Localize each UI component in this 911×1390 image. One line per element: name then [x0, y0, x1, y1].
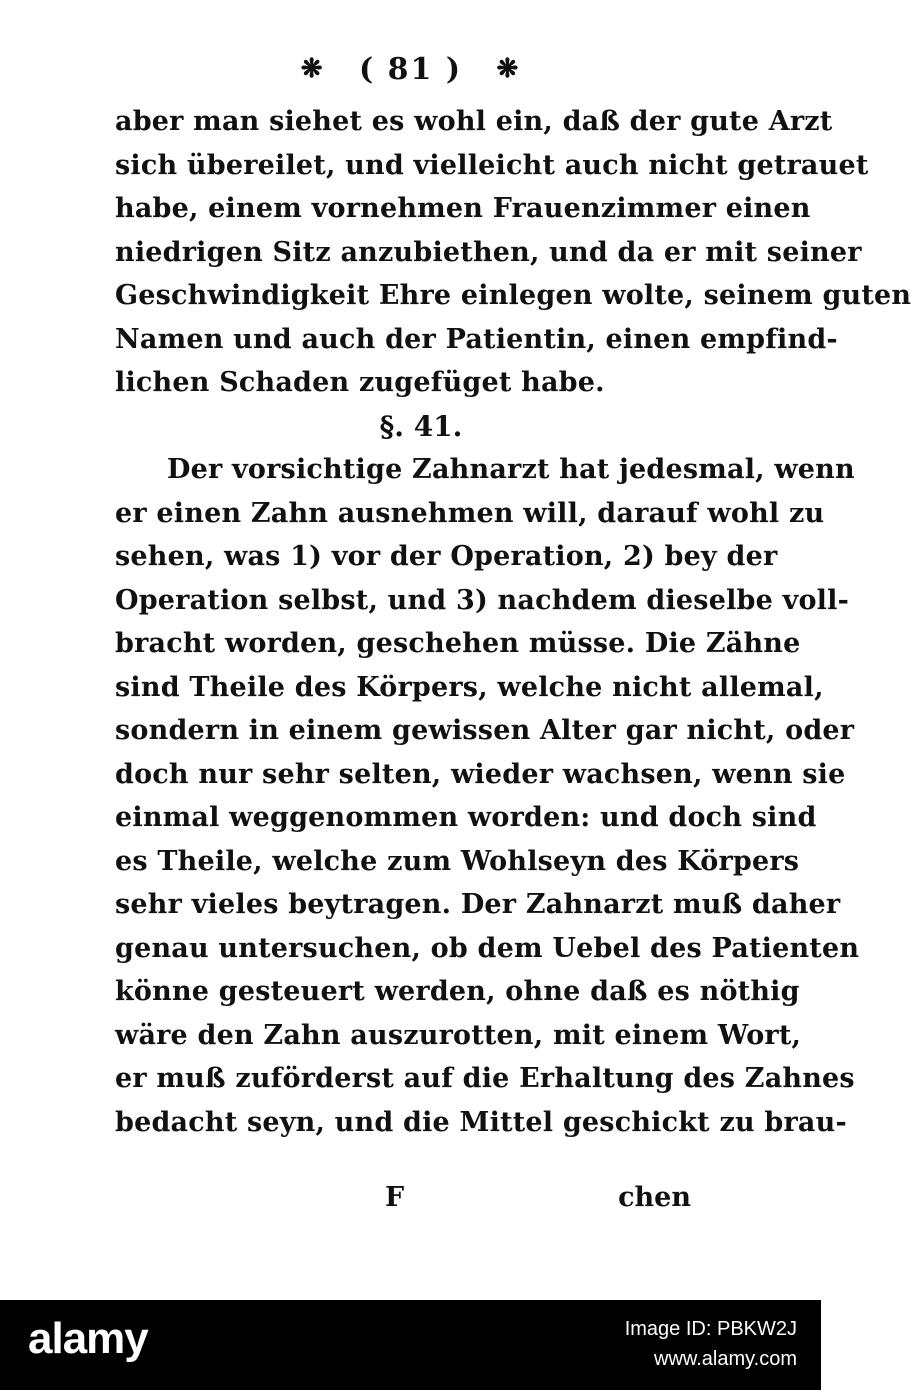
paragraph-line: sind Theile des Körpers, welche nicht allemal,: [115, 671, 824, 703]
paragraph-line: könne gesteuert werden, ohne daß es nöthig: [115, 976, 800, 1007]
paragraph-line: Der vorsichtige Zahnarzt hat jedesmal, wenn: [167, 454, 855, 485]
image-id-label: Image ID: PBKW2J: [624, 1318, 797, 1340]
watermark-url: www.alamy.com: [654, 1348, 797, 1370]
paragraph-line: sehr vieles beytragen. Der Zahnarzt muß daher: [115, 889, 841, 920]
ornament-right-icon: ❋: [496, 54, 521, 84]
text-line: lichen Schaden zugefüget habe.: [115, 367, 605, 398]
text-line: niedrigen Sitz anzubiethen, und da er mit seiner: [115, 236, 862, 268]
watermark-banner: [0, 1300, 821, 1390]
paragraph-line: er muß zuförderst auf die Erhaltung des Zahnes: [115, 1063, 855, 1094]
paragraph-line: sondern in einem gewissen Alter gar nicht, oder: [115, 715, 855, 746]
paragraph-line: bracht worden, geschehen müsse. Die Zähne: [115, 628, 801, 659]
page-number: ( 81 ): [358, 52, 463, 87]
paragraph-line: bedacht seyn, und die Mittel geschickt zu brau-: [115, 1106, 847, 1138]
text-line: Geschwindigkeit Ehre einlegen wolte, seinem guten: [115, 280, 911, 311]
alamy-logo: alamy: [28, 1314, 148, 1363]
paragraph-line: einmal weggenommen worden: und doch sind: [115, 802, 817, 833]
text-line: Namen und auch der Patientin, einen empfind-: [115, 323, 838, 355]
text-line: sich übereilet, und vielleicht auch nicht getrauet: [115, 149, 869, 181]
paragraph-line: sehen, was 1) vor der Operation, 2) bey der: [115, 541, 778, 572]
paragraph-line: doch nur sehr selten, wieder wachsen, wenn sie: [115, 758, 846, 790]
text-line: aber man siehet es wohl ein, daß der gute Arzt: [115, 106, 833, 137]
page-footer: [115, 1182, 697, 1226]
text-line: habe, einem vornehmen Frauenzimmer einen: [115, 193, 811, 224]
section-heading: §. 41.: [379, 409, 463, 443]
paragraph-line: es Theile, welche zum Wohlseyn des Körpers: [115, 845, 800, 877]
body-text: [115, 100, 911, 1144]
catchword: chen: [618, 1182, 691, 1213]
page-header: [0, 52, 821, 87]
paragraph-line: er einen Zahn ausnehmen will, darauf wohl zu: [115, 497, 825, 529]
ornament-left-icon: ❋: [300, 54, 325, 84]
signature-mark: F: [385, 1182, 405, 1213]
paragraph-line: wäre den Zahn auszurotten, mit einem Wort,: [115, 1019, 802, 1051]
paragraph-line: genau untersuchen, ob dem Uebel des Patienten: [115, 932, 860, 964]
paragraph-line: Operation selbst, und 3) nachdem dieselbe voll-: [115, 584, 849, 616]
